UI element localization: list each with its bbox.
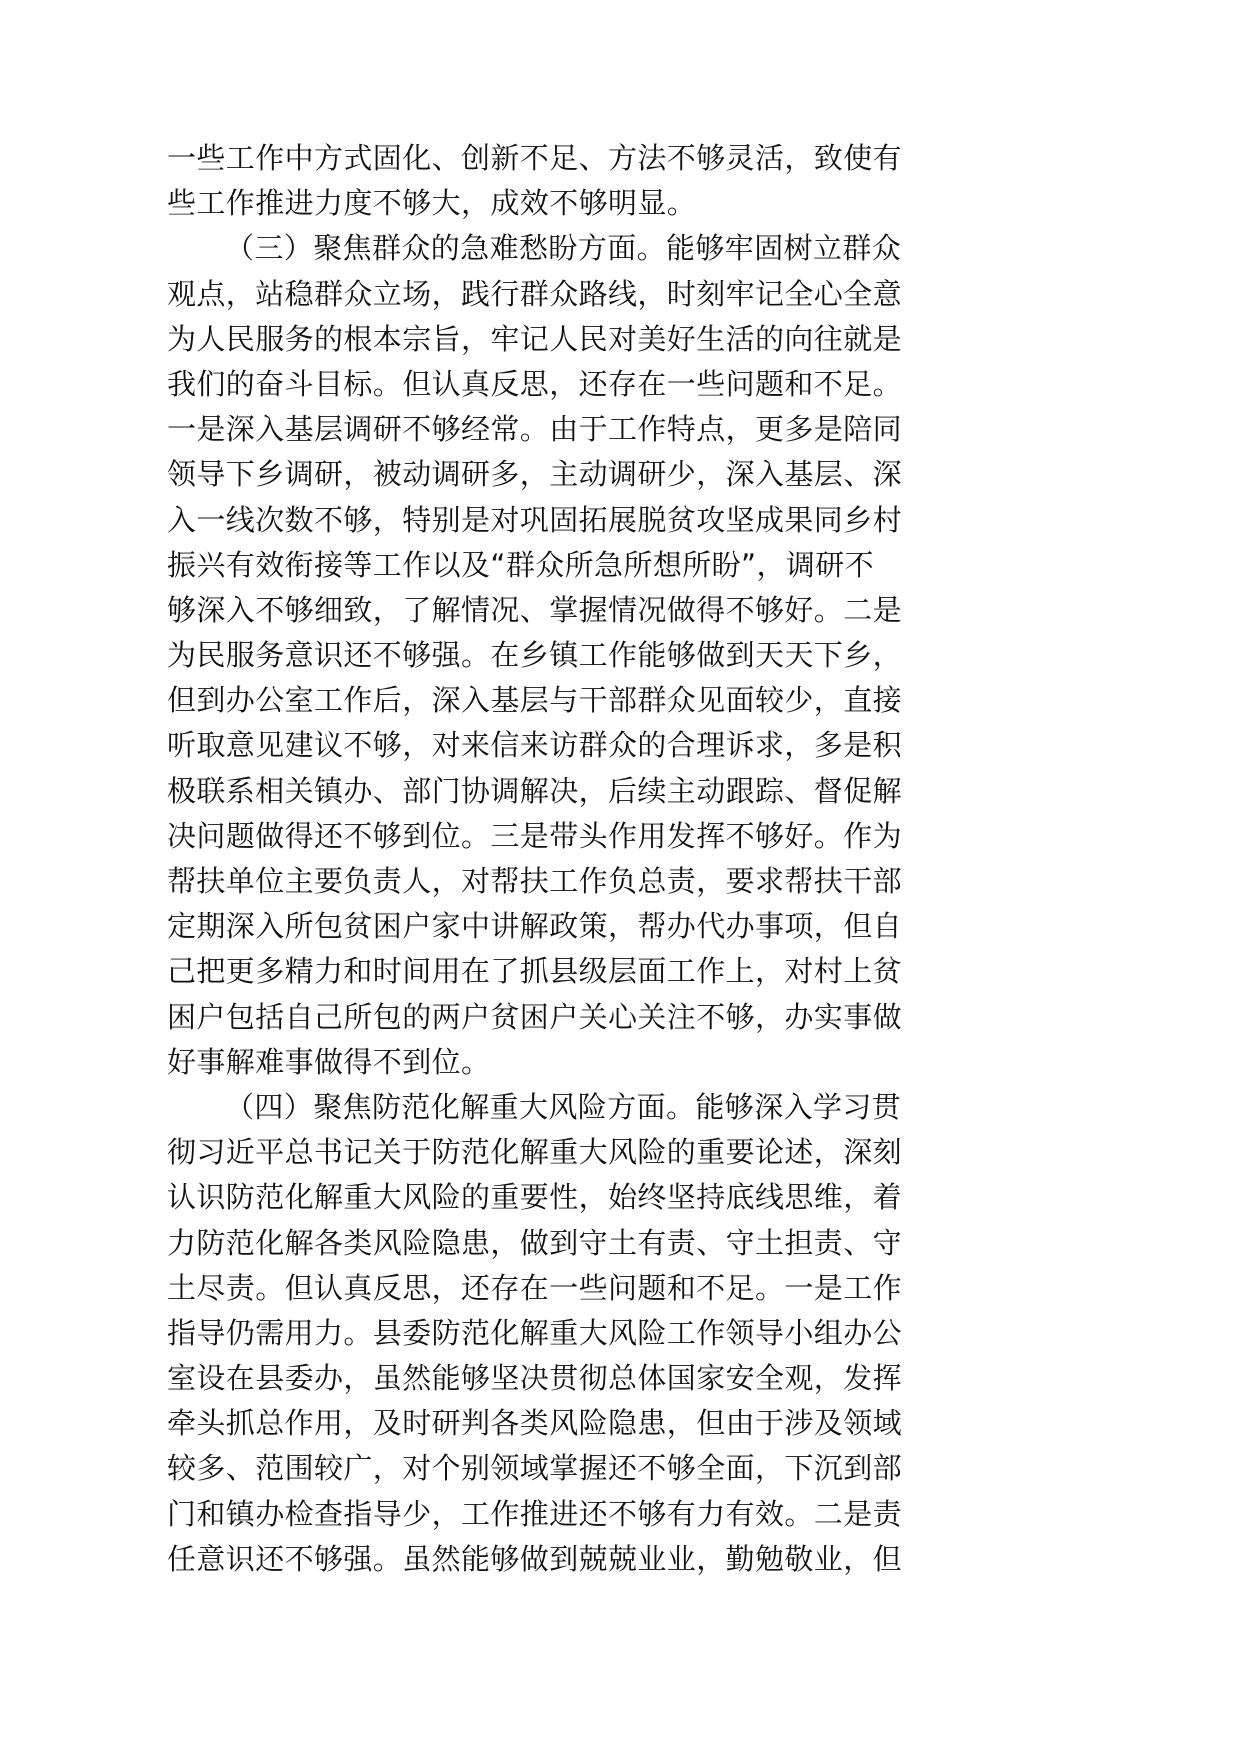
text-line: 振兴有效衔接等工作以及“群众所急所想所盼”，调研不 bbox=[167, 547, 875, 582]
text-line: 一是深入基层调研不够经常。由于工作特点，更多是陪同 bbox=[167, 412, 903, 447]
text-line: 极联系相关镇办、部门协调解决，后续主动跟踪、督促解 bbox=[167, 773, 903, 808]
text-line: 够深入不够细致，了解情况、掌握情况做得不够好。二是 bbox=[167, 592, 903, 627]
document-body bbox=[167, 136, 942, 1582]
paragraph-heading-line: （四）聚焦防范化解重大风险方面。能够深入学习贯 bbox=[225, 1089, 902, 1124]
text-line: 些工作推进力度不够大，成效不够明显。 bbox=[167, 186, 697, 221]
text-line: 一些工作中方式固化、创新不足、方法不够灵活，致使有 bbox=[167, 141, 903, 175]
text-line: 定期深入所包贫困户家中讲解政策，帮办代办事项，但自 bbox=[167, 909, 903, 944]
text-line: 困户包括自己所包的两户贫困户关心关注不够，办实事做 bbox=[167, 999, 903, 1034]
text-line: 入一线次数不够，特别是对巩固拓展脱贫攻坚成果同乡村 bbox=[167, 502, 903, 537]
text-line: 认识防范化解重大风险的重要性，始终坚持底线思维，着 bbox=[167, 1180, 903, 1215]
text-line: 己把更多精力和时间用在了抓县级层面工作上，对村上贫 bbox=[167, 954, 903, 989]
text-line: 门和镇办检查指导少，工作推进还不够有力有效。二是责 bbox=[167, 1496, 903, 1531]
text-line: 彻习近平总书记关于防范化解重大风险的重要论述，深刻 bbox=[167, 1135, 903, 1170]
text-line: 我们的奋斗目标。但认真反思，还存在一些问题和不足。 bbox=[167, 366, 903, 401]
text-line: 较多、范围较广，对个别领域掌握还不够全面，下沉到部 bbox=[167, 1451, 903, 1486]
text-line: 但到办公室工作后，深入基层与干部群众见面较少，直接 bbox=[167, 683, 903, 718]
text-line: 室设在县委办，虽然能够坚决贯彻总体国家安全观，发挥 bbox=[167, 1361, 903, 1396]
text-line: 牵头抓总作用，及时研判各类风险隐患，但由于涉及领域 bbox=[167, 1406, 903, 1441]
text-line: 为民服务意识还不够强。在乡镇工作能够做到天天下乡， bbox=[167, 638, 903, 673]
text-line: 土尽责。但认真反思，还存在一些问题和不足。一是工作 bbox=[167, 1270, 903, 1305]
text-line: 决问题做得还不够到位。三是带头作用发挥不够好。作为 bbox=[167, 818, 903, 853]
text-line: 任意识还不够强。虽然能够做到兢兢业业，勤勉敬业，但 bbox=[167, 1541, 903, 1576]
paragraph-heading-line: （三）聚焦群众的急难愁盼方面。能够牢固树立群众 bbox=[225, 231, 902, 266]
text-line: 听取意见建议不够，对来信来访群众的合理诉求，多是积 bbox=[167, 728, 903, 763]
text-line: 好事解难事做得不到位。 bbox=[167, 1044, 491, 1079]
text-line: 领导下乡调研，被动调研多，主动调研少，深入基层、深 bbox=[167, 457, 903, 492]
text-line: 帮扶单位主要负责人，对帮扶工作负总责，要求帮扶干部 bbox=[167, 864, 903, 898]
text-line: 力防范化解各类风险隐患，做到守土有责、守土担责、守 bbox=[167, 1225, 903, 1260]
text-line: 观点，站稳群众立场，践行群众路线，时刻牢记全心全意 bbox=[167, 276, 903, 311]
text-line: 指导仍需用力。县委防范化解重大风险工作领导小组办公 bbox=[167, 1315, 903, 1350]
text-line: 为人民服务的根本宗旨，牢记人民对美好生活的向往就是 bbox=[167, 321, 903, 356]
